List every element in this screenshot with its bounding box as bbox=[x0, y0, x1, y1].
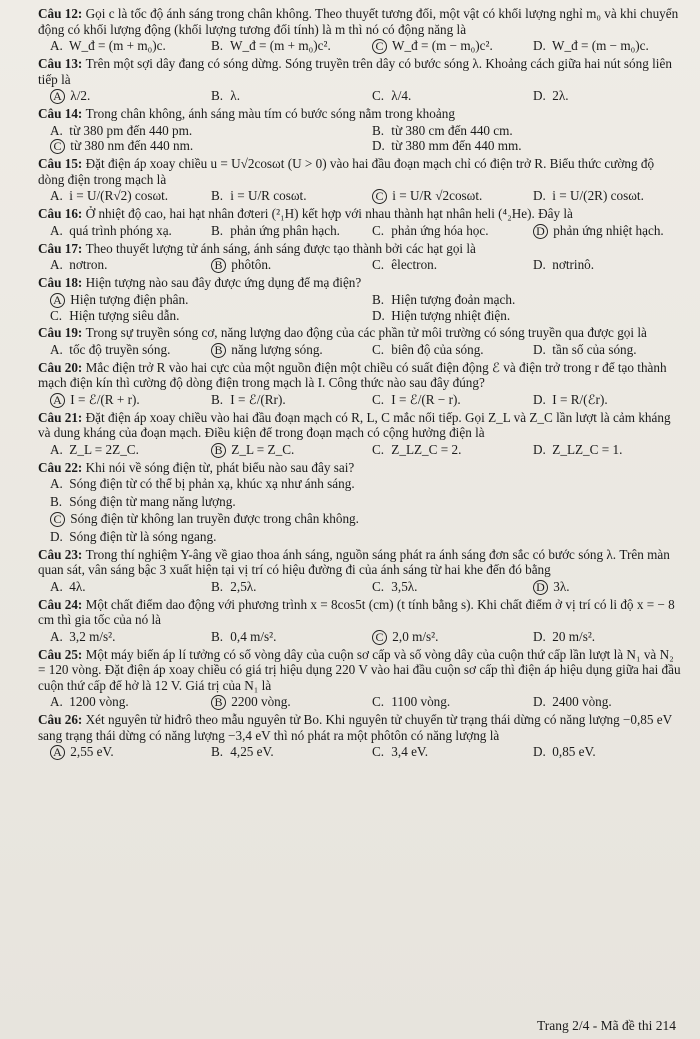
question-number: Câu 24: bbox=[38, 596, 86, 612]
option-letter: D. bbox=[533, 257, 546, 272]
option-letter: B. bbox=[211, 88, 224, 103]
option-text: Z_LZ_C = 2. bbox=[388, 441, 462, 457]
answer-option bbox=[199, 257, 360, 273]
option-text: 0,4 m/s². bbox=[227, 628, 277, 644]
question-text: Khi nói về sóng điện từ, phát biểu nào sau đây sai? bbox=[85, 459, 355, 475]
option-text: 0,85 eV. bbox=[549, 744, 596, 759]
answer-option bbox=[521, 188, 682, 204]
options-row bbox=[38, 38, 682, 54]
question-number: Câu 20: bbox=[38, 359, 86, 375]
option-text: từ 380 pm đến 440 pm. bbox=[66, 122, 193, 138]
answer-option bbox=[38, 494, 236, 510]
question bbox=[38, 360, 682, 408]
option-text: nơtron. bbox=[66, 257, 108, 272]
question-text: Mắc điện trở R vào hai cực của một nguồn điện một chiều có suất điện động ℰ và điện trở trong r để tạo thành mạch điện kín thì cường độ dòng điện trong mạch là I. Công thức nào sau đây đúng? bbox=[38, 359, 667, 390]
option-letter: D. bbox=[533, 391, 546, 407]
answer-option bbox=[521, 223, 682, 239]
question bbox=[38, 547, 682, 595]
question-number: Câu 16: bbox=[38, 206, 86, 221]
option-text: I = ℰ/(R + r). bbox=[67, 391, 140, 407]
option-letter: B. bbox=[211, 744, 224, 759]
question-text: Trong thí nghiệm Y-âng về giao thoa ánh sáng, nguồn sáng phát ra ánh sáng đơn sắc có bước sóng λ. Trên màn quan sát, vân sáng bậc 3 xuất hiện tại vị trí có hiệu đường đi của ánh sáng từ hai khe đến đó bằng bbox=[38, 546, 670, 577]
question-number: Câu 15: bbox=[38, 156, 86, 171]
option-text: W_đ = (m − m₀)c. bbox=[549, 38, 649, 53]
question bbox=[38, 106, 682, 154]
question-stem bbox=[38, 547, 682, 578]
answer-option bbox=[521, 629, 682, 645]
circled-option-letter: A bbox=[50, 745, 65, 760]
question-text: Một chất điểm dao động với phương trình x = 8cos5t (cm) (t tính bằng s). Khi chất điểm ở vị trí có li độ x = − 8 cm thì gia tốc của nó là bbox=[38, 596, 675, 627]
option-text: Sóng điện từ có thể bị phản xạ, khúc xạ như ánh sáng. bbox=[66, 476, 355, 491]
option-letter: D. bbox=[533, 744, 546, 759]
question-number: Câu 19: bbox=[38, 325, 86, 340]
option-text: 3,5λ. bbox=[388, 578, 418, 594]
question bbox=[38, 410, 682, 458]
option-letter: D. bbox=[533, 341, 546, 357]
answer-option bbox=[199, 442, 360, 458]
option-text: phản ứng hóa học. bbox=[388, 222, 489, 238]
answer-option bbox=[521, 579, 682, 595]
question-number: Câu 26: bbox=[38, 712, 86, 727]
answer-option bbox=[521, 442, 682, 458]
option-letter: C. bbox=[372, 441, 385, 457]
option-text: biên độ của sóng. bbox=[388, 341, 484, 357]
answer-option bbox=[38, 188, 199, 204]
option-letter: D. bbox=[533, 38, 546, 53]
answer-option bbox=[360, 629, 521, 645]
options-row bbox=[38, 744, 682, 760]
option-letter: C. bbox=[372, 744, 385, 759]
option-text: nơtrinô. bbox=[549, 257, 595, 272]
answer-option bbox=[521, 257, 682, 273]
option-letter: C. bbox=[372, 341, 385, 357]
answer-option bbox=[199, 629, 360, 645]
answer-option bbox=[360, 223, 521, 239]
option-text: Z_L = Z_C. bbox=[228, 441, 295, 457]
answer-option bbox=[199, 342, 360, 358]
options-row bbox=[38, 123, 682, 155]
option-text: λ/2. bbox=[67, 88, 91, 103]
options-row bbox=[38, 223, 682, 239]
option-text: từ 380 mm đến 440 mm. bbox=[388, 138, 522, 153]
options-row bbox=[38, 292, 682, 324]
question-stem bbox=[38, 597, 682, 628]
option-letter: C. bbox=[50, 307, 63, 323]
question-text: Đặt điện áp xoay chiều u = U√2cosωt (U > 0) vào hai đầu đoạn mạch chỉ có điện trở R. Biểu thức cường độ dòng điện trong mạch là bbox=[38, 156, 655, 187]
option-text: 2200 vòng. bbox=[228, 694, 291, 709]
answer-option bbox=[38, 257, 199, 273]
circled-option-letter: C bbox=[50, 512, 65, 527]
option-letter: B. bbox=[50, 493, 63, 509]
options-row bbox=[38, 88, 682, 104]
answer-option bbox=[521, 392, 682, 408]
option-text: W_đ = (m − m₀)c². bbox=[389, 38, 493, 53]
options-row bbox=[38, 342, 682, 358]
option-text: 1100 vòng. bbox=[388, 694, 451, 709]
option-text: 2,5λ. bbox=[227, 578, 257, 594]
question-number: Câu 25: bbox=[38, 646, 86, 662]
option-letter: D. bbox=[50, 529, 63, 544]
options-row bbox=[38, 442, 682, 458]
option-letter: A. bbox=[50, 341, 63, 357]
question bbox=[38, 597, 682, 645]
answer-option bbox=[38, 223, 199, 239]
option-text: Hiện tượng đoản mạch. bbox=[388, 291, 516, 307]
option-letter: D. bbox=[533, 188, 546, 203]
circled-option-letter: B bbox=[211, 343, 226, 358]
answer-option bbox=[199, 38, 360, 54]
circled-option-letter: B bbox=[211, 695, 226, 710]
option-text: I = ℰ/(R − r). bbox=[388, 391, 461, 407]
answer-option bbox=[360, 292, 682, 308]
question bbox=[38, 647, 682, 711]
option-letter: A. bbox=[50, 222, 63, 238]
option-text: 2,55 eV. bbox=[67, 744, 114, 759]
option-text: 20 m/s². bbox=[549, 628, 596, 644]
answer-option bbox=[38, 744, 199, 760]
answer-option bbox=[360, 579, 521, 595]
option-letter: B. bbox=[211, 188, 224, 203]
answer-option bbox=[521, 38, 682, 54]
answer-option bbox=[38, 88, 199, 104]
option-letter: A. bbox=[50, 122, 63, 138]
option-text: i = U/R cosωt. bbox=[227, 188, 307, 203]
question-text: Trên một sợi dây đang có sóng dừng. Sóng truyền trên dây có bước sóng λ. Khoảng cách giữa hai nút sóng liên tiếp là bbox=[38, 56, 672, 87]
circled-option-letter: D bbox=[533, 224, 548, 239]
question bbox=[38, 206, 682, 239]
circled-option-letter: B bbox=[211, 258, 226, 273]
answer-option bbox=[360, 392, 521, 408]
question-stem bbox=[38, 206, 682, 222]
option-text: 4,25 eV. bbox=[227, 744, 274, 759]
circled-option-letter: A bbox=[50, 89, 65, 104]
answer-option bbox=[38, 38, 199, 54]
option-text: quá trình phóng xạ. bbox=[66, 222, 172, 238]
answer-option bbox=[521, 88, 682, 104]
options-row bbox=[38, 579, 682, 595]
circled-option-letter: D bbox=[533, 580, 548, 595]
question-text: Trong chân không, ánh sáng màu tím có bước sóng nằm trong khoảng bbox=[85, 106, 455, 121]
answer-option bbox=[38, 138, 360, 154]
option-letter: B. bbox=[372, 122, 385, 138]
options-row bbox=[38, 694, 682, 710]
question-text: Xét nguyên tử hiđrô theo mẫu nguyên tử Bo. Khi nguyên tử chuyển từ trạng thái dừng có năng lượng −0,85 eV sang trạng thái dừng có năng lượng −3,4 eV thì nó phát ra một phôtôn có năng lượng là bbox=[38, 712, 672, 743]
option-letter: A. bbox=[50, 188, 63, 203]
option-letter: C. bbox=[372, 88, 385, 103]
question-stem bbox=[38, 460, 682, 476]
option-text: Z_L = 2Z_C. bbox=[66, 441, 139, 457]
option-text: Z_LZ_C = 1. bbox=[549, 441, 623, 457]
option-text: W_đ = (m + m₀)c. bbox=[66, 38, 166, 53]
options-row bbox=[38, 494, 682, 510]
answer-option bbox=[521, 744, 682, 760]
answer-option bbox=[38, 579, 199, 595]
option-text: 3,4 eV. bbox=[388, 744, 429, 759]
answer-option bbox=[360, 694, 521, 710]
question-stem bbox=[38, 6, 682, 37]
circled-option-letter: B bbox=[211, 443, 226, 458]
option-letter: A. bbox=[50, 694, 63, 709]
question-stem bbox=[38, 325, 682, 341]
circled-option-letter: A bbox=[50, 293, 65, 308]
option-text: Sóng điện từ mang năng lượng. bbox=[66, 493, 236, 509]
answer-option bbox=[360, 138, 682, 154]
option-text: 1200 vòng. bbox=[66, 694, 129, 709]
answer-option bbox=[360, 88, 521, 104]
option-letter: A. bbox=[50, 628, 63, 644]
question-stem bbox=[38, 56, 682, 87]
circled-option-letter: A bbox=[50, 393, 65, 408]
option-letter: A. bbox=[50, 257, 63, 272]
answer-option bbox=[38, 511, 359, 527]
answer-option bbox=[38, 308, 360, 324]
answer-option bbox=[199, 392, 360, 408]
answer-option bbox=[360, 38, 521, 54]
answer-option bbox=[521, 342, 682, 358]
option-text: năng lượng sóng. bbox=[228, 341, 323, 357]
option-text: từ 380 nm đến 440 nm. bbox=[67, 138, 194, 153]
option-text: tần số của sóng. bbox=[549, 341, 637, 357]
option-text: 2λ. bbox=[549, 88, 569, 103]
option-letter: D. bbox=[533, 694, 546, 709]
question bbox=[38, 325, 682, 358]
question bbox=[38, 156, 682, 204]
answer-option bbox=[38, 442, 199, 458]
option-text: i = U/R √2cosωt. bbox=[389, 188, 483, 203]
option-text: i = U/(R√2) cosωt. bbox=[66, 188, 169, 203]
answer-option bbox=[521, 694, 682, 710]
question-number: Câu 13: bbox=[38, 56, 86, 71]
question bbox=[38, 241, 682, 274]
question-number: Câu 12: bbox=[38, 6, 86, 21]
option-text: W_đ = (m + m₀)c². bbox=[227, 38, 331, 53]
option-letter: C. bbox=[372, 578, 385, 594]
option-text: phản ứng nhiệt hạch. bbox=[550, 222, 664, 238]
question-stem bbox=[38, 106, 682, 122]
option-text: 4λ. bbox=[66, 578, 86, 594]
option-text: i = U/(2R) cosωt. bbox=[549, 188, 644, 203]
question bbox=[38, 275, 682, 323]
answer-option bbox=[38, 392, 199, 408]
option-text: Hiện tượng siêu dẫn. bbox=[66, 307, 180, 323]
question-number: Câu 21: bbox=[38, 409, 86, 425]
answer-option bbox=[360, 123, 682, 139]
answer-option bbox=[360, 188, 521, 204]
option-text: 2400 vòng. bbox=[549, 694, 612, 709]
question-stem bbox=[38, 410, 682, 441]
question-stem bbox=[38, 647, 682, 694]
question-list bbox=[38, 6, 682, 760]
option-text: λ. bbox=[227, 88, 240, 103]
option-letter: D. bbox=[372, 138, 385, 153]
answer-option bbox=[38, 529, 216, 545]
question bbox=[38, 6, 682, 54]
question-number: Câu 14: bbox=[38, 106, 86, 121]
answer-option bbox=[360, 308, 682, 324]
circled-option-letter: C bbox=[372, 630, 387, 645]
answer-option bbox=[360, 342, 521, 358]
question-stem bbox=[38, 156, 682, 187]
option-letter: B. bbox=[211, 578, 224, 594]
question-number: Câu 22: bbox=[38, 459, 86, 475]
options-row bbox=[38, 188, 682, 204]
question-number: Câu 18: bbox=[38, 275, 86, 290]
circled-option-letter: C bbox=[372, 189, 387, 204]
option-letter: D. bbox=[533, 88, 546, 103]
answer-option bbox=[38, 123, 360, 139]
question-text: Ở nhiệt độ cao, hai hạt nhân đơteri (²₁H) kết hợp với nhau thành hạt nhân heli (⁴₂He). Đây là bbox=[85, 206, 573, 221]
option-letter: A. bbox=[50, 578, 63, 594]
answer-option bbox=[360, 442, 521, 458]
option-letter: C. bbox=[372, 257, 385, 272]
question bbox=[38, 460, 682, 545]
page-footer: Trang 2/4 - Mã đề thi 214 bbox=[537, 1017, 676, 1033]
option-letter: B. bbox=[211, 628, 224, 644]
option-text: Sóng điện từ không lan truyền được trong chân không. bbox=[67, 511, 359, 526]
option-text: I = ℰ/(Rr). bbox=[227, 391, 286, 407]
option-text: tốc độ truyền sóng. bbox=[66, 341, 171, 357]
answer-option bbox=[38, 476, 355, 492]
answer-option bbox=[199, 694, 360, 710]
option-text: từ 380 cm đến 440 cm. bbox=[388, 122, 513, 138]
question-stem bbox=[38, 241, 682, 257]
option-text: 2,0 m/s². bbox=[389, 628, 439, 644]
option-letter: C. bbox=[372, 391, 385, 407]
question bbox=[38, 712, 682, 760]
options-row bbox=[38, 476, 682, 492]
question-stem bbox=[38, 360, 682, 391]
options-row bbox=[38, 257, 682, 273]
answer-option bbox=[38, 694, 199, 710]
option-text: Hiện tượng điện phân. bbox=[67, 291, 189, 307]
question-text: Đặt điện áp xoay chiều vào hai đầu đoạn mạch có R, L, C mắc nối tiếp. Gọi Z_L và Z_C lần lượt là cảm kháng và dung kháng của đoạn mạch. Điều kiện để trong đoạn mạch có cộng hưởng điện là bbox=[38, 409, 671, 440]
options-row bbox=[38, 511, 682, 527]
question-text: Một máy biến áp lí tưởng có số vòng dây của cuộn sơ cấp và số vòng dây của cuộn thứ cấp lần lượt là N₁ và N₂ = 120 vòng. Đặt điện áp xoay chiều có giá trị hiệu dụng 220 V vào hai đầu cuộn sơ cấp thì điện áp hiệu dụng giữa hai đầu cuộn thứ cấp để hở là 12 V. Giá trị của N₁ là bbox=[38, 646, 681, 693]
question-number: Câu 23: bbox=[38, 546, 86, 562]
option-letter: C. bbox=[372, 222, 385, 238]
option-text: phản ứng phân hạch. bbox=[227, 222, 340, 238]
option-text: λ/4. bbox=[388, 88, 412, 103]
options-row bbox=[38, 392, 682, 408]
option-letter: B. bbox=[211, 222, 224, 238]
option-text: phôtôn. bbox=[228, 257, 272, 272]
circled-option-letter: C bbox=[50, 139, 65, 154]
answer-option bbox=[38, 292, 360, 308]
answer-option bbox=[199, 579, 360, 595]
question-text: Trong sự truyền sóng cơ, năng lượng dao động của các phần tử môi trường có sóng truyền qua được gọi là bbox=[85, 325, 647, 340]
option-text: Sóng điện từ là sóng ngang. bbox=[66, 529, 217, 544]
option-letter: A. bbox=[50, 441, 63, 457]
circled-option-letter: C bbox=[372, 39, 387, 54]
option-text: Hiện tượng nhiệt điện. bbox=[388, 307, 511, 323]
option-letter: A. bbox=[50, 476, 63, 491]
option-text: I = R/(ℰr). bbox=[549, 391, 608, 407]
answer-option bbox=[199, 88, 360, 104]
question-text: Gọi c là tốc độ ánh sáng trong chân không. Theo thuyết tương đối, một vật có khối lượng nghỉ m₀ và khi chuyển động có khối lượng động (khối lượng tương đối tính) là m thì nó có động năng là bbox=[38, 6, 679, 37]
answer-option bbox=[38, 342, 199, 358]
answer-option bbox=[199, 223, 360, 239]
question bbox=[38, 56, 682, 104]
option-letter: A. bbox=[50, 38, 63, 53]
option-letter: D. bbox=[533, 441, 546, 457]
option-text: êlectron. bbox=[388, 257, 438, 272]
options-row bbox=[38, 529, 682, 545]
option-letter: D. bbox=[372, 307, 385, 323]
option-text: 3,2 m/s². bbox=[66, 628, 116, 644]
question-stem bbox=[38, 275, 682, 291]
option-letter: C. bbox=[372, 694, 385, 709]
question-stem bbox=[38, 712, 682, 743]
option-text: 3λ. bbox=[550, 578, 570, 594]
option-letter: D. bbox=[533, 628, 546, 644]
option-letter: B. bbox=[372, 291, 385, 307]
options-row bbox=[38, 629, 682, 645]
answer-option bbox=[199, 744, 360, 760]
question-number: Câu 17: bbox=[38, 240, 86, 256]
question-text: Hiện tượng nào sau đây được ứng dụng để mạ điện? bbox=[85, 275, 362, 290]
option-letter: B. bbox=[211, 391, 224, 407]
answer-option bbox=[38, 629, 199, 645]
answer-option bbox=[360, 257, 521, 273]
answer-option bbox=[360, 744, 521, 760]
question-text: Theo thuyết lượng tử ánh sáng, ánh sáng được tạo thành bởi các hạt gọi là bbox=[85, 240, 476, 256]
option-letter: B. bbox=[211, 38, 224, 53]
answer-option bbox=[199, 188, 360, 204]
